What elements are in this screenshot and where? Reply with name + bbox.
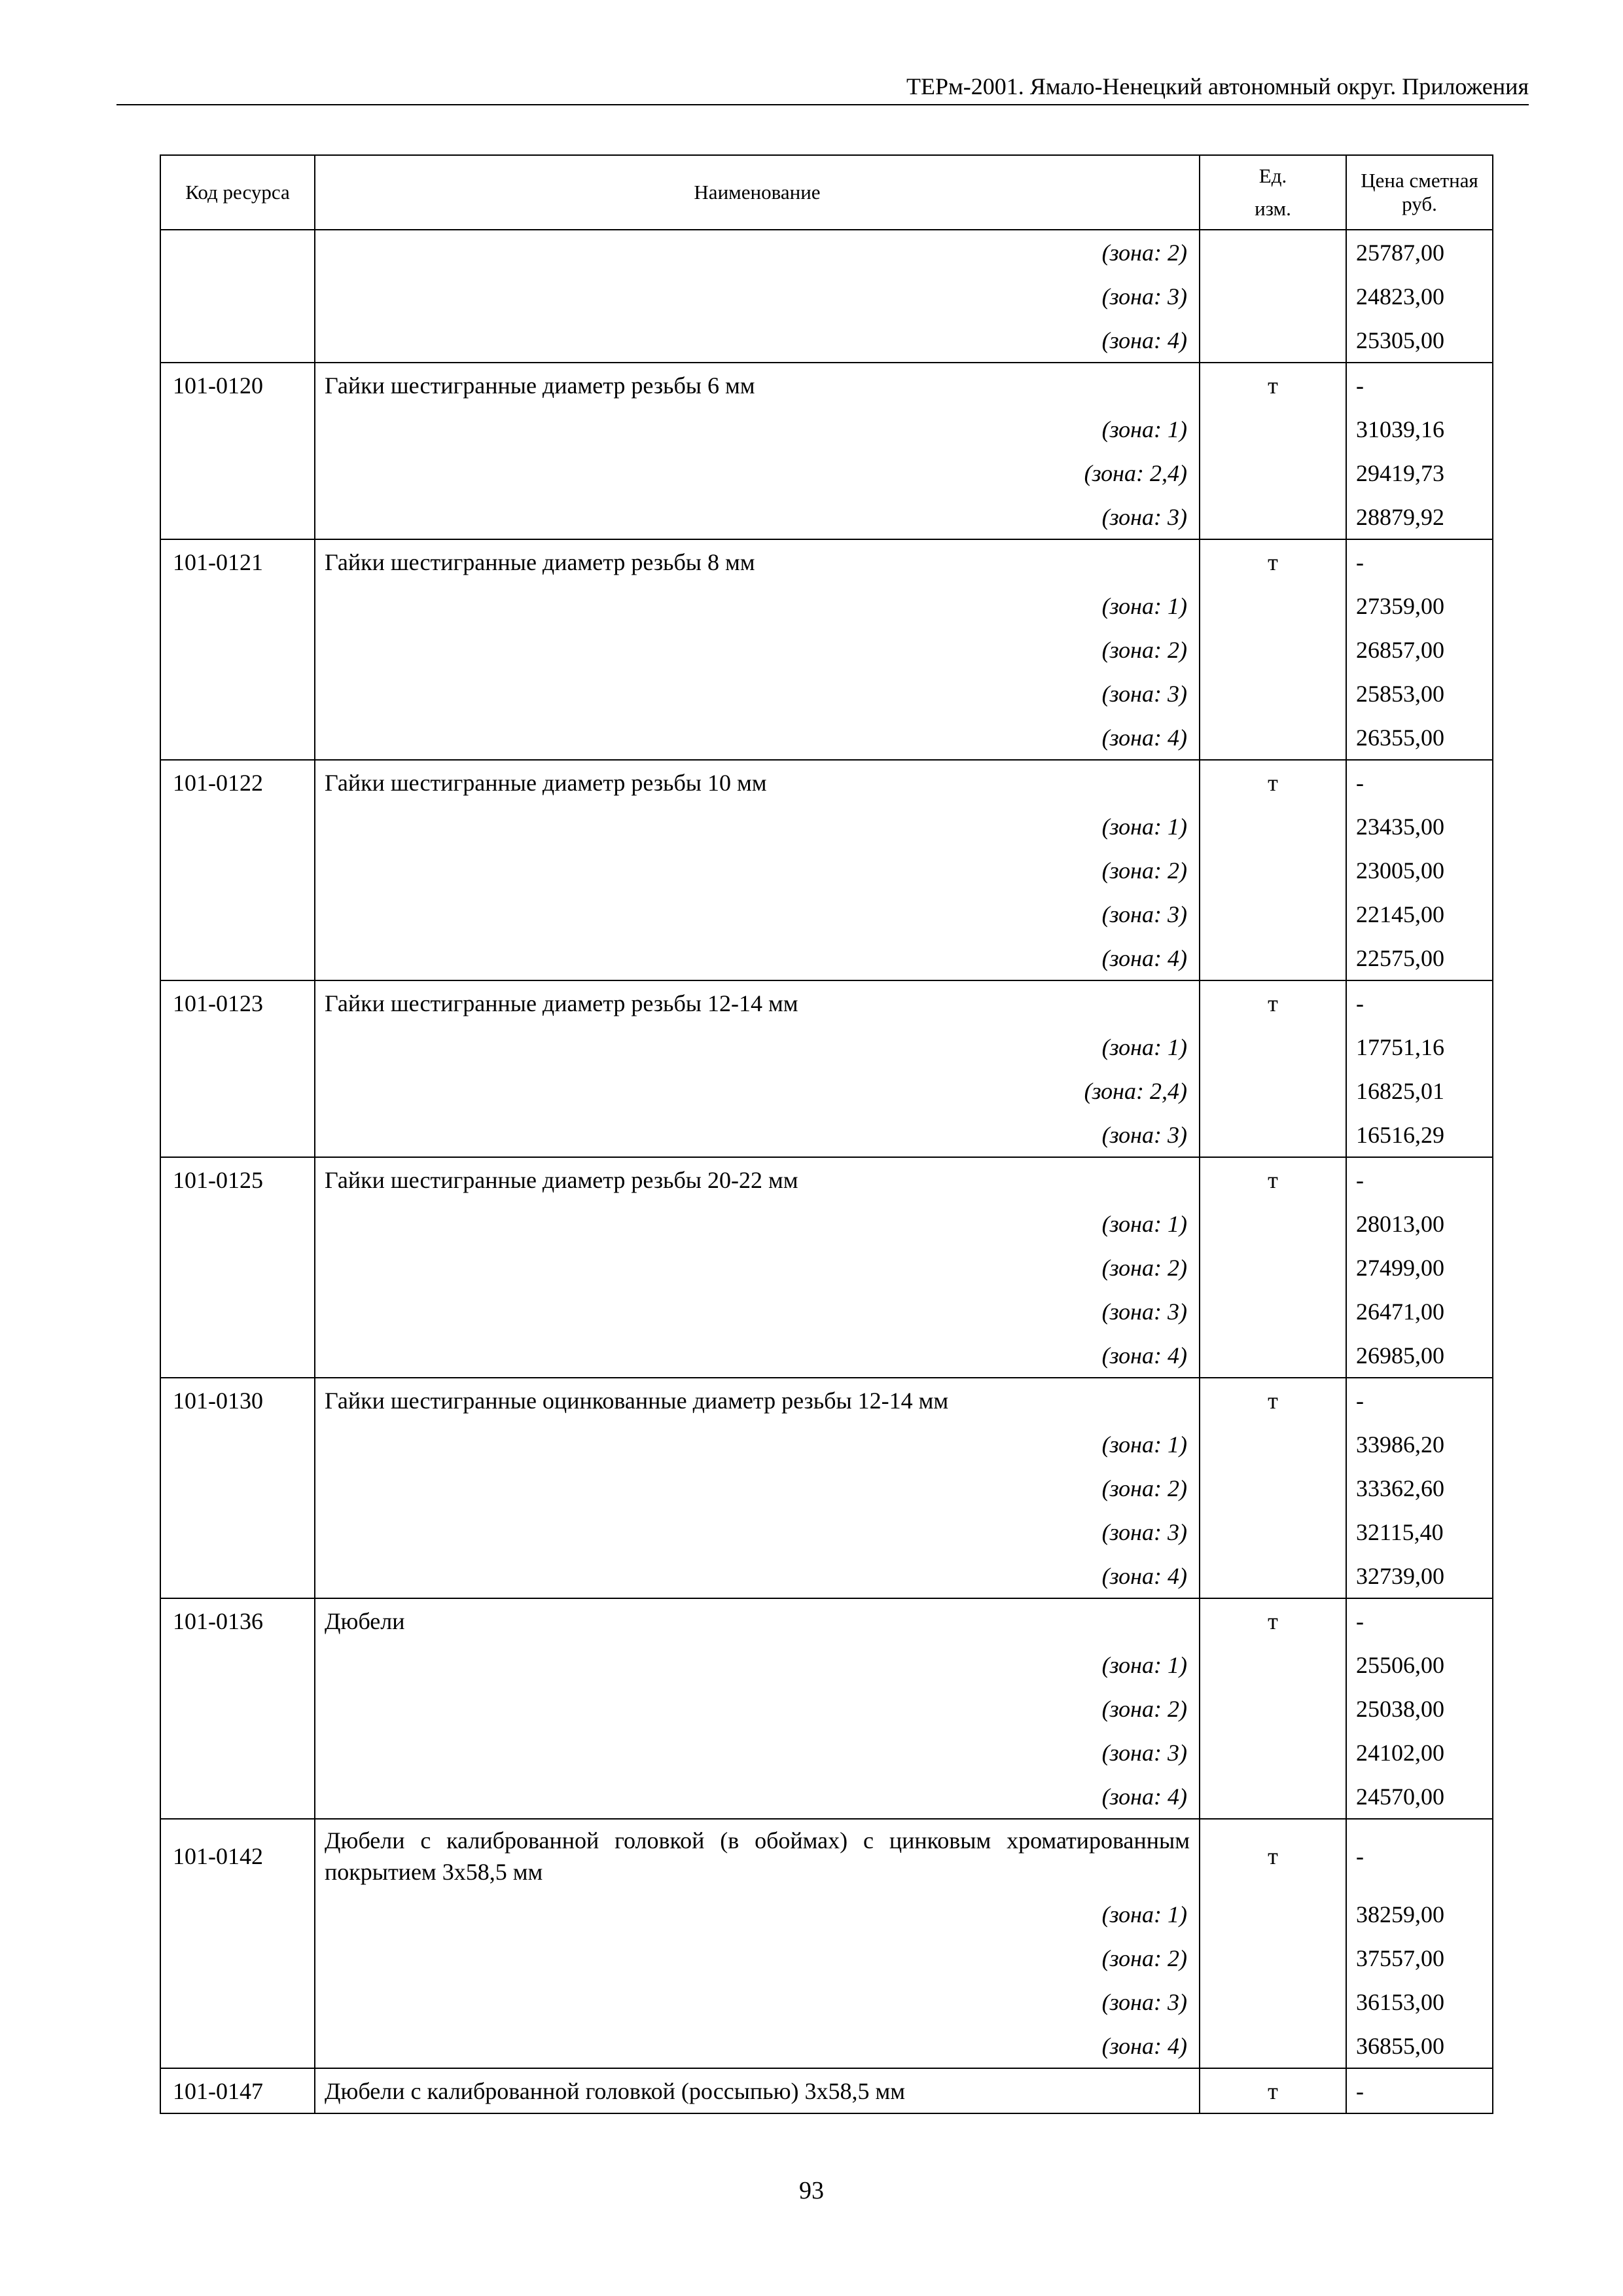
resource-row: [160, 539, 1493, 584]
zone-price: 24823,00: [1346, 274, 1493, 318]
empty-code-cell: [160, 2024, 315, 2068]
zone-price: 28879,92: [1346, 495, 1493, 539]
zone-label: (зона: 3): [315, 1289, 1200, 1333]
resource-unit: т: [1200, 539, 1346, 584]
zone-label: (зона: 2): [315, 628, 1200, 672]
zone-label: (зона: 4): [315, 715, 1200, 760]
resource-code: 101-0120: [160, 363, 315, 407]
zone-row: [160, 407, 1493, 451]
zone-price: 32739,00: [1346, 1554, 1493, 1598]
zone-label: (зона: 4): [315, 318, 1200, 363]
empty-code-cell: [160, 230, 315, 274]
empty-code-cell: [160, 1687, 315, 1731]
zone-label: (зона: 2): [315, 230, 1200, 274]
resource-code: 101-0123: [160, 980, 315, 1025]
empty-unit-cell: [1200, 804, 1346, 848]
resource-code: 101-0125: [160, 1157, 315, 1202]
zone-label: (зона: 2): [315, 1936, 1200, 1980]
empty-unit-cell: [1200, 1289, 1346, 1333]
zone-price: 26985,00: [1346, 1333, 1493, 1378]
resource-code: 101-0136: [160, 1598, 315, 1643]
resource-name: Гайки шестигранные диаметр резьбы 12-14 мм: [315, 980, 1200, 1025]
empty-code-cell: [160, 715, 315, 760]
zone-price: 28013,00: [1346, 1202, 1493, 1246]
zone-price: 36153,00: [1346, 1980, 1493, 2024]
empty-code-cell: [160, 804, 315, 848]
empty-unit-cell: [1200, 848, 1346, 892]
resource-price-table-container: [160, 154, 1492, 2114]
zone-label: (зона: 3): [315, 274, 1200, 318]
resource-name: Гайки шестигранные диаметр резьбы 20-22 мм: [315, 1157, 1200, 1202]
empty-unit-cell: [1200, 1466, 1346, 1510]
empty-code-cell: [160, 628, 315, 672]
zone-row: [160, 2024, 1493, 2068]
empty-code-cell: [160, 1892, 315, 1936]
zone-price: 33362,60: [1346, 1466, 1493, 1510]
empty-unit-cell: [1200, 1687, 1346, 1731]
resource-unit: т: [1200, 1157, 1346, 1202]
empty-code-cell: [160, 1980, 315, 2024]
zone-row: [160, 1980, 1493, 2024]
zone-label: (зона: 3): [315, 1510, 1200, 1554]
empty-code-cell: [160, 1731, 315, 1774]
empty-code-cell: [160, 1510, 315, 1554]
zone-row: [160, 274, 1493, 318]
zone-label: (зона: 3): [315, 495, 1200, 539]
resource-unit: т: [1200, 1378, 1346, 1422]
zone-row: [160, 1892, 1493, 1936]
empty-unit-cell: [1200, 1731, 1346, 1774]
resource-name: Гайки шестигранные диаметр резьбы 6 мм: [315, 363, 1200, 407]
resource-row: [160, 363, 1493, 407]
zone-row: [160, 1510, 1493, 1554]
zone-row: [160, 1069, 1493, 1113]
empty-unit-cell: [1200, 672, 1346, 715]
zone-row: [160, 1113, 1493, 1157]
column-header-code: Код ресурса: [160, 155, 315, 230]
zone-label: (зона: 1): [315, 407, 1200, 451]
zone-row: [160, 804, 1493, 848]
empty-code-cell: [160, 936, 315, 980]
zone-label: (зона: 2): [315, 1687, 1200, 1731]
zone-label: (зона: 3): [315, 1731, 1200, 1774]
zone-label: (зона: 3): [315, 672, 1200, 715]
zone-label: (зона: 1): [315, 1422, 1200, 1466]
zone-price: 25506,00: [1346, 1643, 1493, 1687]
resource-price: -: [1346, 1378, 1493, 1422]
zone-row: [160, 1731, 1493, 1774]
zone-price: 25305,00: [1346, 318, 1493, 363]
resource-name: Дюбели с калиброванной головкой (в обоймах) с цинковым хроматированным покрытием 3х58,5 мм: [315, 1819, 1200, 1892]
empty-code-cell: [160, 672, 315, 715]
zone-label: (зона: 1): [315, 804, 1200, 848]
resource-price: -: [1346, 363, 1493, 407]
resource-row: [160, 2068, 1493, 2113]
resource-name: Дюбели: [315, 1598, 1200, 1643]
empty-unit-cell: [1200, 1246, 1346, 1289]
zone-price: 24102,00: [1346, 1731, 1493, 1774]
resource-unit: т: [1200, 1819, 1346, 1892]
empty-unit-cell: [1200, 628, 1346, 672]
zone-price: 26355,00: [1346, 715, 1493, 760]
zone-price: 16825,01: [1346, 1069, 1493, 1113]
empty-code-cell: [160, 848, 315, 892]
empty-code-cell: [160, 451, 315, 495]
empty-code-cell: [160, 1554, 315, 1598]
empty-unit-cell: [1200, 584, 1346, 628]
resource-name: Гайки шестигранные оцинкованные диаметр резьбы 12-14 мм: [315, 1378, 1200, 1422]
table-body: [160, 230, 1493, 2113]
zone-row: [160, 892, 1493, 936]
resource-unit: т: [1200, 363, 1346, 407]
resource-row: [160, 1157, 1493, 1202]
zone-price: 31039,16: [1346, 407, 1493, 451]
resource-name: Дюбели с калиброванной головкой (россыпью) 3х58,5 мм: [315, 2068, 1200, 2113]
zone-label: (зона: 4): [315, 936, 1200, 980]
zone-label: (зона: 4): [315, 1554, 1200, 1598]
empty-code-cell: [160, 1333, 315, 1378]
empty-unit-cell: [1200, 495, 1346, 539]
zone-price: 17751,16: [1346, 1025, 1493, 1069]
resource-unit: т: [1200, 2068, 1346, 2113]
resource-row: [160, 1819, 1493, 1892]
zone-label: (зона: 4): [315, 1774, 1200, 1819]
resource-price: -: [1346, 1819, 1493, 1892]
zone-price: 23005,00: [1346, 848, 1493, 892]
zone-row: [160, 715, 1493, 760]
resource-code: 101-0121: [160, 539, 315, 584]
resource-price-table: [160, 154, 1493, 2114]
empty-unit-cell: [1200, 407, 1346, 451]
zone-row: [160, 936, 1493, 980]
zone-row: [160, 1246, 1493, 1289]
zone-row: [160, 1422, 1493, 1466]
zone-price: 33986,20: [1346, 1422, 1493, 1466]
zone-row: [160, 1333, 1493, 1378]
empty-code-cell: [160, 1289, 315, 1333]
resource-row: [160, 1598, 1493, 1643]
empty-code-cell: [160, 274, 315, 318]
empty-code-cell: [160, 1422, 315, 1466]
empty-unit-cell: [1200, 1554, 1346, 1598]
resource-code: 101-0130: [160, 1378, 315, 1422]
zone-label: (зона: 1): [315, 1643, 1200, 1687]
resource-row: [160, 980, 1493, 1025]
column-header-price-line2: руб.: [1402, 192, 1437, 215]
zone-label: (зона: 1): [315, 1202, 1200, 1246]
resource-row: [160, 760, 1493, 804]
header-divider: [116, 104, 1529, 105]
zone-label: (зона: 2): [315, 1246, 1200, 1289]
zone-row: [160, 451, 1493, 495]
zone-price: 23435,00: [1346, 804, 1493, 848]
resource-price: -: [1346, 760, 1493, 804]
resource-price: -: [1346, 539, 1493, 584]
zone-price: 32115,40: [1346, 1510, 1493, 1554]
zone-label: (зона: 2): [315, 1466, 1200, 1510]
empty-unit-cell: [1200, 1422, 1346, 1466]
empty-code-cell: [160, 1246, 315, 1289]
zone-row: [160, 848, 1493, 892]
empty-code-cell: [160, 1466, 315, 1510]
zone-row: [160, 1554, 1493, 1598]
zone-label: (зона: 2): [315, 848, 1200, 892]
zone-price: 27499,00: [1346, 1246, 1493, 1289]
resource-unit: т: [1200, 760, 1346, 804]
empty-unit-cell: [1200, 1774, 1346, 1819]
empty-code-cell: [160, 1643, 315, 1687]
empty-unit-cell: [1200, 936, 1346, 980]
zone-price: 25853,00: [1346, 672, 1493, 715]
zone-label: (зона: 3): [315, 1113, 1200, 1157]
zone-label: (зона: 4): [315, 1333, 1200, 1378]
resource-unit: т: [1200, 980, 1346, 1025]
zone-label: (зона: 1): [315, 1025, 1200, 1069]
zone-price: 37557,00: [1346, 1936, 1493, 1980]
empty-code-cell: [160, 495, 315, 539]
empty-code-cell: [160, 584, 315, 628]
empty-code-cell: [160, 1025, 315, 1069]
resource-name: Гайки шестигранные диаметр резьбы 8 мм: [315, 539, 1200, 584]
empty-unit-cell: [1200, 1936, 1346, 1980]
zone-price: 22145,00: [1346, 892, 1493, 936]
empty-code-cell: [160, 1069, 315, 1113]
zone-label: (зона: 4): [315, 2024, 1200, 2068]
empty-unit-cell: [1200, 1643, 1346, 1687]
zone-price: 29419,73: [1346, 451, 1493, 495]
empty-unit-cell: [1200, 1333, 1346, 1378]
empty-unit-cell: [1200, 892, 1346, 936]
zone-row: [160, 230, 1493, 274]
resource-code: 101-0122: [160, 760, 315, 804]
zone-row: [160, 1936, 1493, 1980]
empty-code-cell: [160, 407, 315, 451]
resource-name: Гайки шестигранные диаметр резьбы 10 мм: [315, 760, 1200, 804]
resource-unit: т: [1200, 1598, 1346, 1643]
empty-unit-cell: [1200, 1069, 1346, 1113]
running-header: ТЕРм-2001. Ямало-Ненецкий автономный округ. Приложения: [906, 73, 1529, 99]
empty-unit-cell: [1200, 715, 1346, 760]
empty-code-cell: [160, 318, 315, 363]
zone-label: (зона: 1): [315, 1892, 1200, 1936]
zone-label: (зона: 2,4): [315, 451, 1200, 495]
table-header-row: [160, 155, 1493, 230]
column-header-name: Наименование: [315, 155, 1200, 230]
zone-price: 16516,29: [1346, 1113, 1493, 1157]
column-header-unit-line2: изм.: [1255, 197, 1291, 220]
empty-unit-cell: [1200, 274, 1346, 318]
empty-code-cell: [160, 1113, 315, 1157]
empty-code-cell: [160, 1936, 315, 1980]
zone-row: [160, 1774, 1493, 1819]
empty-unit-cell: [1200, 1980, 1346, 2024]
zone-row: [160, 584, 1493, 628]
empty-unit-cell: [1200, 230, 1346, 274]
zone-price: 26857,00: [1346, 628, 1493, 672]
zone-row: [160, 1289, 1493, 1333]
resource-row: [160, 1378, 1493, 1422]
resource-price: -: [1346, 980, 1493, 1025]
zone-row: [160, 1466, 1493, 1510]
zone-price: 27359,00: [1346, 584, 1493, 628]
empty-unit-cell: [1200, 1892, 1346, 1936]
resource-price: -: [1346, 1157, 1493, 1202]
empty-code-cell: [160, 1202, 315, 1246]
resource-code: 101-0147: [160, 2068, 315, 2113]
empty-unit-cell: [1200, 318, 1346, 363]
zone-row: [160, 495, 1493, 539]
empty-unit-cell: [1200, 1510, 1346, 1554]
empty-unit-cell: [1200, 1025, 1346, 1069]
zone-label: (зона: 3): [315, 1980, 1200, 2024]
resource-price: -: [1346, 2068, 1493, 2113]
resource-price: -: [1346, 1598, 1493, 1643]
zone-price: 25787,00: [1346, 230, 1493, 274]
zone-price: 24570,00: [1346, 1774, 1493, 1819]
zone-price: 26471,00: [1346, 1289, 1493, 1333]
zone-price: 38259,00: [1346, 1892, 1493, 1936]
column-header-price: [1346, 155, 1493, 230]
column-header-unit-line1: Ед.: [1258, 164, 1287, 187]
zone-row: [160, 628, 1493, 672]
empty-code-cell: [160, 892, 315, 936]
empty-unit-cell: [1200, 1113, 1346, 1157]
zone-label: (зона: 3): [315, 892, 1200, 936]
empty-unit-cell: [1200, 1202, 1346, 1246]
column-header-unit: [1200, 155, 1346, 230]
column-header-price-line1: Цена сметная: [1361, 169, 1478, 192]
zone-label: (зона: 2,4): [315, 1069, 1200, 1113]
zone-row: [160, 1025, 1493, 1069]
zone-row: [160, 1687, 1493, 1731]
zone-price: 36855,00: [1346, 2024, 1493, 2068]
resource-code: 101-0142: [160, 1819, 315, 1892]
empty-code-cell: [160, 1774, 315, 1819]
empty-unit-cell: [1200, 451, 1346, 495]
zone-row: [160, 672, 1493, 715]
zone-row: [160, 1202, 1493, 1246]
page-number: 93: [799, 2177, 824, 2204]
zone-row: [160, 318, 1493, 363]
zone-label: (зона: 1): [315, 584, 1200, 628]
empty-unit-cell: [1200, 2024, 1346, 2068]
zone-price: 25038,00: [1346, 1687, 1493, 1731]
zone-price: 22575,00: [1346, 936, 1493, 980]
zone-row: [160, 1643, 1493, 1687]
